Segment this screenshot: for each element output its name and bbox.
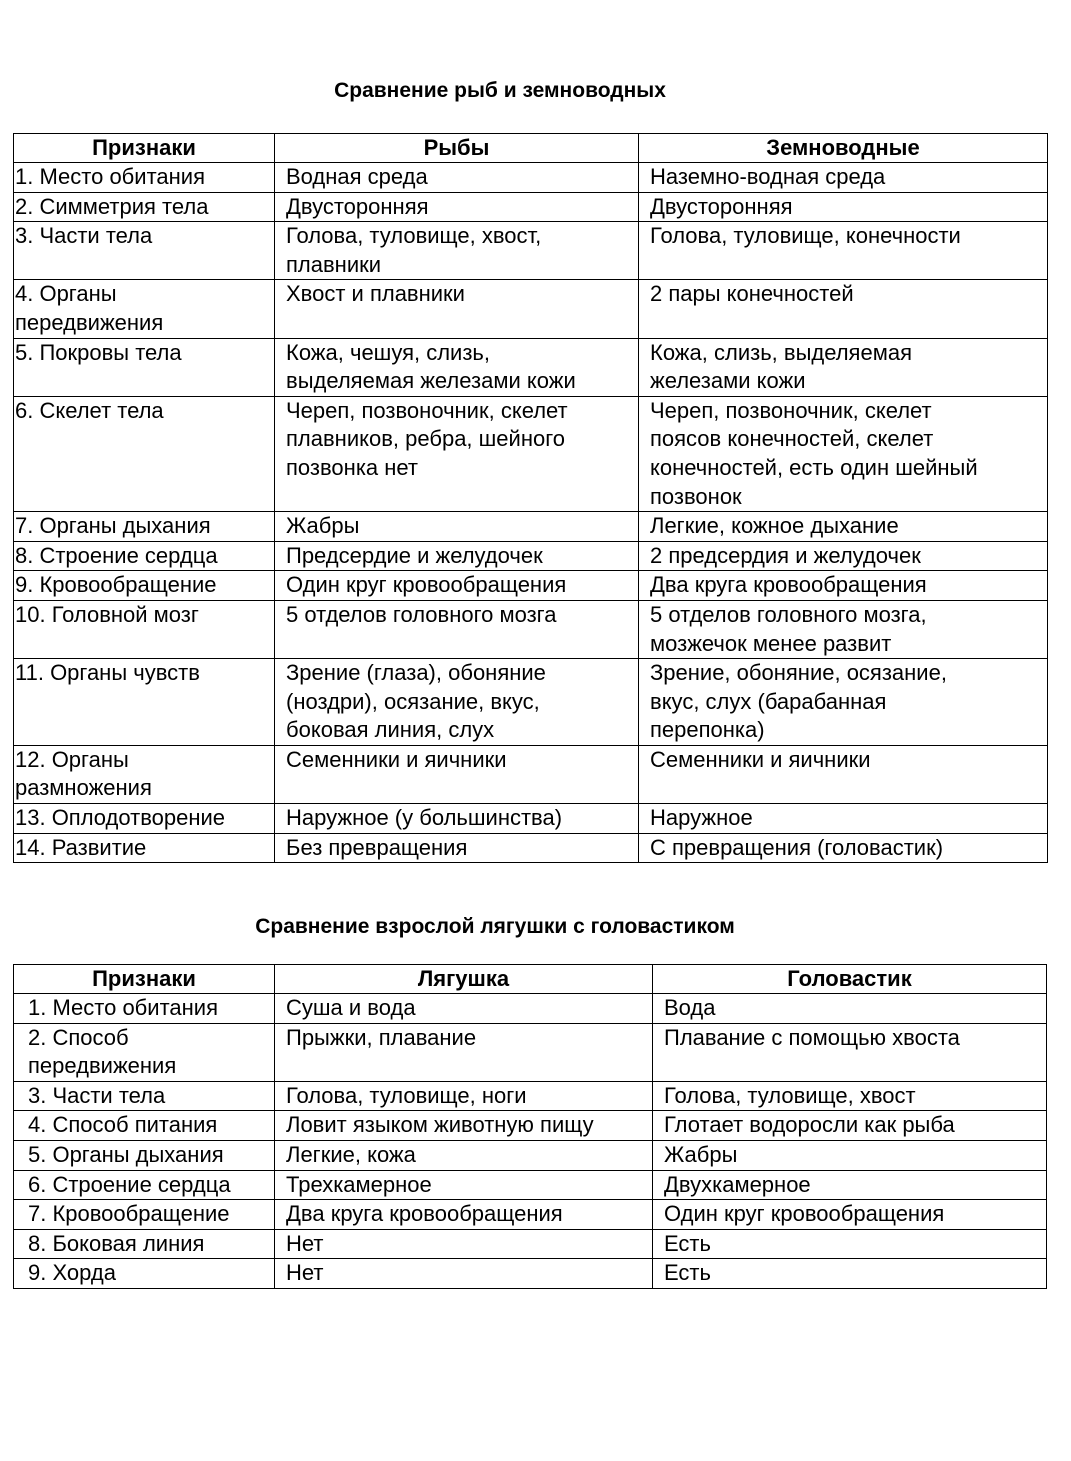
value-cell: 5 отделов головного мозга xyxy=(275,600,639,658)
feature-cell: 14. Развитие xyxy=(14,833,275,863)
table-row xyxy=(14,994,1047,1024)
header-cell: Рыбы xyxy=(275,134,639,163)
value-cell: Голова, туловище, хвост xyxy=(653,1081,1047,1111)
table-row xyxy=(14,1081,1047,1111)
feature-cell: 3. Части тела xyxy=(14,222,275,280)
value-cell: Кожа, чешуя, слизь, выделяемая железами кожи xyxy=(275,338,639,396)
feature-cell: 6. Строение сердца xyxy=(14,1170,275,1200)
value-cell: Череп, позвоночник, скелет поясов конечностей, скелет конечностей, есть один шейный позвонок xyxy=(639,396,1048,511)
table-row xyxy=(14,192,1048,222)
feature-cell: 1. Место обитания xyxy=(14,163,275,193)
table-row xyxy=(14,541,1048,571)
feature-cell: 2. Способ передвижения xyxy=(14,1023,275,1081)
value-cell: Двусторонняя xyxy=(639,192,1048,222)
value-cell: Вода xyxy=(653,994,1047,1024)
table-row xyxy=(14,1200,1047,1230)
value-cell: Наземно-водная среда xyxy=(639,163,1048,193)
value-cell: Предсердие и желудочек xyxy=(275,541,639,571)
table-row xyxy=(14,1111,1047,1141)
value-cell: Хвост и плавники xyxy=(275,280,639,338)
value-cell: Один круг кровообращения xyxy=(653,1200,1047,1230)
value-cell: Два круга кровообращения xyxy=(639,571,1048,601)
value-cell: Один круг кровообращения xyxy=(275,571,639,601)
header-cell: Лягушка xyxy=(275,965,653,994)
value-cell: Голова, туловище, конечности xyxy=(639,222,1048,280)
table-row xyxy=(14,222,1048,280)
table-row xyxy=(14,600,1048,658)
table-row xyxy=(14,1170,1047,1200)
value-cell: 5 отделов головного мозга, мозжечок менее развит xyxy=(639,600,1048,658)
table-row xyxy=(14,571,1048,601)
value-cell: Семенники и яичники xyxy=(275,745,639,803)
feature-cell: 6. Скелет тела xyxy=(14,396,275,511)
value-cell: Нет xyxy=(275,1259,653,1289)
value-cell: Жабры xyxy=(653,1140,1047,1170)
value-cell: Ловит языком животную пищу xyxy=(275,1111,653,1141)
table-row xyxy=(14,396,1048,511)
fish-amphibians-table xyxy=(13,133,1048,863)
feature-cell: 5. Органы дыхания xyxy=(14,1140,275,1170)
table-row xyxy=(14,338,1048,396)
feature-cell: 7. Органы дыхания xyxy=(14,512,275,542)
feature-cell: 8. Боковая линия xyxy=(14,1229,275,1259)
value-cell: Легкие, кожа xyxy=(275,1140,653,1170)
feature-cell: 3. Части тела xyxy=(14,1081,275,1111)
value-cell: С превращения (головастик) xyxy=(639,833,1048,863)
value-cell: Наружное (у большинства) xyxy=(275,804,639,834)
table-header-row xyxy=(14,965,1047,994)
frog-tadpole-table xyxy=(13,964,1047,1289)
value-cell: Есть xyxy=(653,1259,1047,1289)
feature-cell: 4. Органы передвижения xyxy=(14,280,275,338)
table-row xyxy=(14,1140,1047,1170)
feature-cell: 9. Кровообращение xyxy=(14,571,275,601)
value-cell: Водная среда xyxy=(275,163,639,193)
value-cell: Прыжки, плавание xyxy=(275,1023,653,1081)
value-cell: 2 предсердия и желудочек xyxy=(639,541,1048,571)
table-header-row xyxy=(14,134,1048,163)
feature-cell: 7. Кровообращение xyxy=(14,1200,275,1230)
value-cell: Глотает водоросли как рыба xyxy=(653,1111,1047,1141)
value-cell: Наружное xyxy=(639,804,1048,834)
value-cell: Есть xyxy=(653,1229,1047,1259)
value-cell: Двусторонняя xyxy=(275,192,639,222)
header-cell: Признаки xyxy=(14,965,275,994)
value-cell: Два круга кровообращения xyxy=(275,1200,653,1230)
table2-title: Сравнение взрослой лягушки с головастиком xyxy=(255,915,735,938)
table-row xyxy=(14,163,1048,193)
feature-cell: 2. Симметрия тела xyxy=(14,192,275,222)
value-cell: Семенники и яичники xyxy=(639,745,1048,803)
feature-cell: 8. Строение сердца xyxy=(14,541,275,571)
value-cell: Легкие, кожное дыхание xyxy=(639,512,1048,542)
header-cell: Земноводные xyxy=(639,134,1048,163)
table-row xyxy=(14,833,1048,863)
feature-cell: 10. Головной мозг xyxy=(14,600,275,658)
table-row xyxy=(14,1229,1047,1259)
value-cell: Зрение (глаза), обоняние (ноздри), осязание, вкус, боковая линия, слух xyxy=(275,659,639,746)
value-cell: Трехкамерное xyxy=(275,1170,653,1200)
table-row xyxy=(14,280,1048,338)
table-row xyxy=(14,804,1048,834)
feature-cell: 9. Хорда xyxy=(14,1259,275,1289)
value-cell: Голова, туловище, ноги xyxy=(275,1081,653,1111)
table-row xyxy=(14,1259,1047,1289)
value-cell: Зрение, обоняние, осязание, вкус, слух (барабанная перепонка) xyxy=(639,659,1048,746)
table-row xyxy=(14,745,1048,803)
feature-cell: 4. Способ питания xyxy=(14,1111,275,1141)
value-cell: Плавание с помощью хвоста xyxy=(653,1023,1047,1081)
table1-title: Сравнение рыб и земноводных xyxy=(334,79,666,102)
table-row xyxy=(14,659,1048,746)
feature-cell: 11. Органы чувств xyxy=(14,659,275,746)
value-cell: Без превращения xyxy=(275,833,639,863)
value-cell: Суша и вода xyxy=(275,994,653,1024)
value-cell: Двухкамерное xyxy=(653,1170,1047,1200)
value-cell: Череп, позвоночник, скелет плавников, ребра, шейного позвонка нет xyxy=(275,396,639,511)
value-cell: Голова, туловище, хвост, плавники xyxy=(275,222,639,280)
value-cell: Жабры xyxy=(275,512,639,542)
table-row xyxy=(14,1023,1047,1081)
feature-cell: 12. Органы размножения xyxy=(14,745,275,803)
header-cell: Признаки xyxy=(14,134,275,163)
value-cell: Кожа, слизь, выделяемая железами кожи xyxy=(639,338,1048,396)
feature-cell: 13. Оплодотворение xyxy=(14,804,275,834)
feature-cell: 1. Место обитания xyxy=(14,994,275,1024)
feature-cell: 5. Покровы тела xyxy=(14,338,275,396)
value-cell: 2 пары конечностей xyxy=(639,280,1048,338)
value-cell: Нет xyxy=(275,1229,653,1259)
header-cell: Головастик xyxy=(653,965,1047,994)
table-row xyxy=(14,512,1048,542)
